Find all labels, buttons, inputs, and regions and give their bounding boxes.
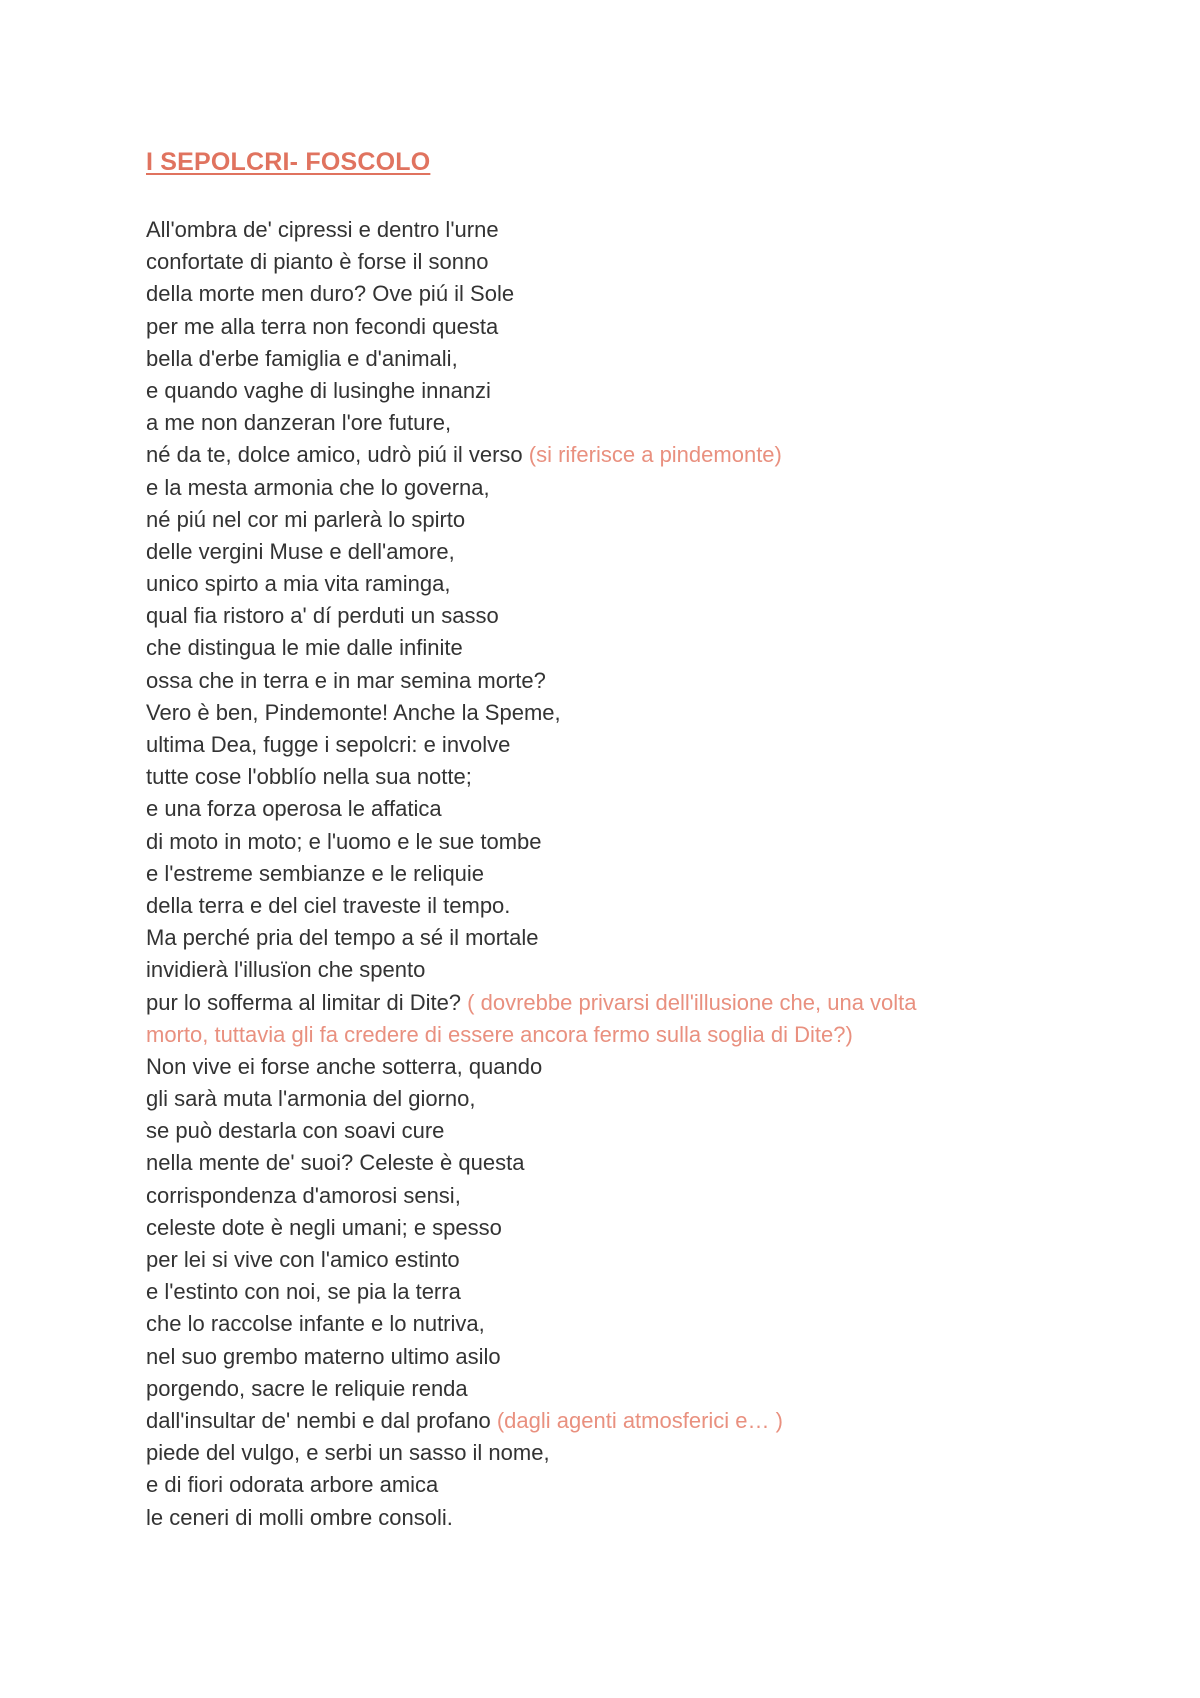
verse-text: della terra e del ciel traveste il tempo. <box>146 892 511 918</box>
verse-text: dall'insultar de' nembi e dal profano <box>146 1407 497 1433</box>
verse-text: confortate di pianto è forse il sonno <box>146 249 489 275</box>
poem-line <box>146 1405 1046 1437</box>
poem-line <box>146 1373 1046 1405</box>
verse-text: piede del vulgo, e serbi un sasso il nome, <box>146 1440 550 1466</box>
poem-line <box>146 407 1046 439</box>
poem-line <box>146 632 1046 664</box>
verse-text: a me non danzeran l'ore future, <box>146 410 452 436</box>
verse-text: invidierà l'illusïon che spento <box>146 957 426 983</box>
verse-text: Non vive ei forse anche sotterra, quando <box>146 1053 543 1079</box>
poem-line <box>146 1244 1046 1276</box>
poem-line <box>146 1147 1046 1179</box>
poem-line <box>146 214 1046 246</box>
poem-line <box>146 311 1046 343</box>
poem-line <box>146 504 1046 536</box>
poem-line <box>146 954 1046 986</box>
poem-line <box>146 1115 1046 1147</box>
poem-line <box>146 793 1046 825</box>
poem-line <box>146 826 1046 858</box>
poem-line <box>146 890 1046 922</box>
verse-text: Vero è ben, Pindemonte! Anche la Speme, <box>146 699 561 725</box>
annotation-note: ( dovrebbe privarsi dell'illusione che, una volta <box>467 989 917 1015</box>
verse-text: per me alla terra non fecondi questa <box>146 313 499 339</box>
verse-text: nella mente de' suoi? Celeste è questa <box>146 1150 525 1176</box>
poem-line <box>146 729 1046 761</box>
verse-text: e l'estreme sembianze e le reliquie <box>146 860 485 886</box>
verse-text: e di fiori odorata arbore amica <box>146 1472 439 1498</box>
verse-text: gli sarà muta l'armonia del giorno, <box>146 1086 476 1112</box>
annotation-note: (dagli agenti atmosferici e… ) <box>496 1407 783 1433</box>
poem-line <box>146 439 1046 471</box>
poem-line <box>146 697 1046 729</box>
poem-line <box>146 1180 1046 1212</box>
poem-line <box>146 1276 1046 1308</box>
verse-text: bella d'erbe famiglia e d'animali, <box>146 345 458 371</box>
poem-line <box>146 246 1046 278</box>
poem-line <box>146 1341 1046 1373</box>
poem-line <box>146 1083 1046 1115</box>
poem-line <box>146 665 1046 697</box>
verse-text: e quando vaghe di lusinghe innanzi <box>146 377 491 403</box>
verse-text: tutte cose l'obblío nella sua notte; <box>146 764 472 790</box>
poem-line <box>146 536 1046 568</box>
poem-line <box>146 343 1046 375</box>
verse-text: né piú nel cor mi parlerà lo spirto <box>146 506 466 532</box>
verse-text: che distingua le mie dalle infinite <box>146 635 463 661</box>
verse-text: nel suo grembo materno ultimo asilo <box>146 1343 501 1369</box>
verse-text: delle vergini Muse e dell'amore, <box>146 538 455 564</box>
poem-line <box>146 987 1046 1019</box>
poem-line <box>146 600 1046 632</box>
verse-text: ultima Dea, fugge i sepolcri: e involve <box>146 732 511 757</box>
poem-body <box>146 214 1046 1534</box>
verse-text: All'ombra de' cipressi e dentro l'urne <box>146 217 499 242</box>
poem-line <box>146 1469 1046 1501</box>
poem-line <box>146 1437 1046 1469</box>
poem-line <box>146 761 1046 793</box>
poem-line <box>146 1308 1046 1340</box>
verse-text: porgendo, sacre le reliquie renda <box>146 1375 468 1401</box>
annotation-note: morto, tuttavia gli fa credere di essere ancora fermo sulla soglia di Dite?) <box>146 1021 853 1047</box>
poem-line <box>146 472 1046 504</box>
verse-text: della morte men duro? Ove piú il Sole <box>146 281 515 307</box>
poem-line <box>146 278 1046 310</box>
poem-line <box>146 1019 1046 1051</box>
verse-text: per lei si vive con l'amico estinto <box>146 1247 460 1272</box>
poem-line <box>146 1051 1046 1083</box>
verse-text: corrispondenza d'amorosi sensi, <box>146 1182 461 1208</box>
verse-text: celeste dote è negli umani; e spesso <box>146 1214 502 1240</box>
verse-text: ossa che in terra e in mar semina morte? <box>146 667 546 693</box>
verse-text: e l'estinto con noi, se pia la terra <box>146 1279 461 1305</box>
poem-line <box>146 375 1046 407</box>
verse-text: e la mesta armonia che lo governa, <box>146 474 490 500</box>
poem-line <box>146 858 1046 890</box>
verse-text: né da te, dolce amico, udrò piú il verso <box>146 442 529 468</box>
verse-text: che lo raccolse infante e lo nutriva, <box>146 1311 485 1337</box>
poem-line <box>146 568 1046 600</box>
verse-text: pur lo sofferma al limitar di Dite? <box>146 989 468 1015</box>
annotation-note: (si riferisce a pindemonte) <box>528 442 782 468</box>
poem-line <box>146 1502 1046 1534</box>
verse-text: unico spirto a mia vita raminga, <box>146 571 451 597</box>
verse-text: di moto in moto; e l'uomo e le sue tombe <box>146 828 542 854</box>
poem-line <box>146 922 1046 954</box>
verse-text: le ceneri di molli ombre consoli. <box>146 1504 453 1530</box>
poem-line <box>146 1212 1046 1244</box>
verse-text: e una forza operosa le affatica <box>146 796 442 822</box>
page-title: I SEPOLCRI- FOSCOLO <box>146 148 431 176</box>
verse-text: qual fia ristoro a' dí perduti un sasso <box>146 603 499 629</box>
verse-text: se può destarla con soavi cure <box>146 1118 445 1144</box>
verse-text: Ma perché pria del tempo a sé il mortale <box>146 925 539 951</box>
